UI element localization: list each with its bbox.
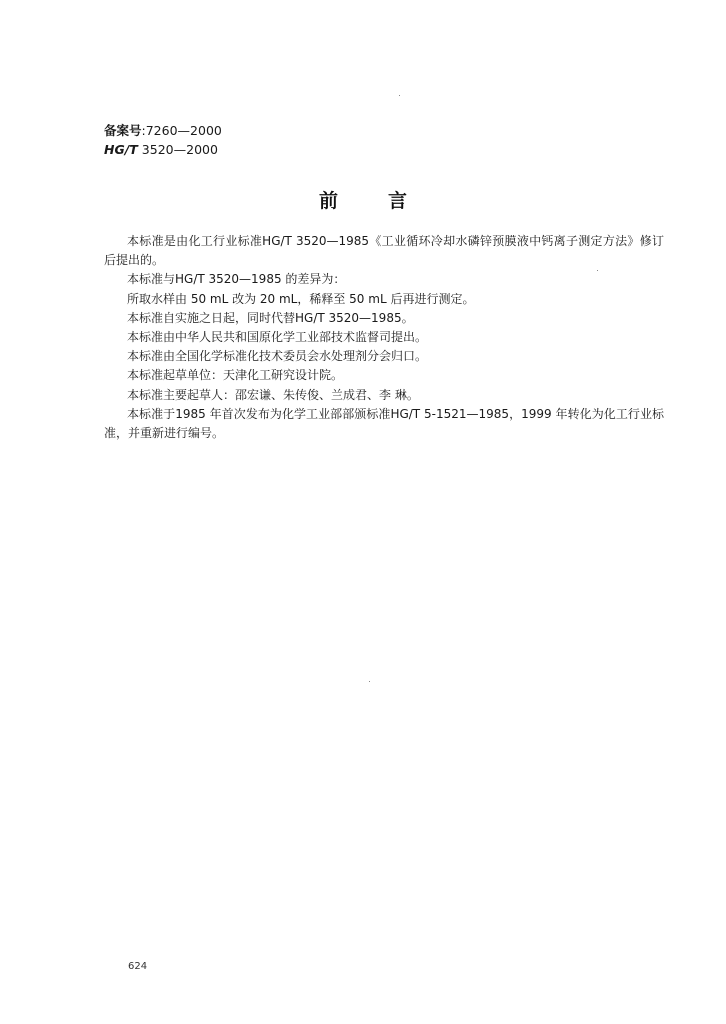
- paragraph-drafters: 本标准主要起草人：邵宏谦、朱传俊、兰成君、李 琳。: [127, 387, 419, 402]
- document-header: [104, 121, 222, 159]
- filing-number-line: [104, 121, 222, 140]
- page-number: 624: [128, 961, 148, 972]
- paragraph-difference-detail: 所取水样由 50 mL 改为 20 mL，稀释至 50 mL 后再进行测定。: [127, 291, 475, 306]
- standard-prefix: HG/T: [104, 142, 138, 157]
- paragraph-administrator: 本标准由全国化学标准化技术委员会水处理剂分会归口。: [127, 349, 428, 364]
- paragraph-drafting-unit: 本标准起草单位：天津化工研究设计院。: [127, 368, 344, 383]
- foreword-body: [104, 232, 664, 443]
- paragraph-revision-basis: 本标准是由化工行业标准HG/T 3520—1985《工业循环冷却水磷锌预膜液中钙离子测定方法》修订后提出的。: [104, 234, 664, 268]
- standard-number-line: [104, 140, 222, 159]
- scan-speck: [399, 95, 400, 96]
- paragraph-history: 本标准于1985 年首次发布为化学工业部部颁标准HG/T 5-1521—1985，1999 年转化为化工行业标准，并重新进行编号。: [104, 406, 664, 441]
- scan-speck: [597, 270, 598, 271]
- filing-label: 备案号: [104, 123, 142, 138]
- filing-number: :7260—2000: [141, 123, 222, 138]
- paragraph-replacement: 本标准自实施之日起，同时代替HG/T 3520—1985。: [127, 310, 414, 325]
- paragraph-differences-intro: 本标准与HG/T 3520—1985 的差异为：: [127, 272, 346, 287]
- scan-speck: [369, 681, 370, 682]
- page-title: 前言: [318, 190, 457, 212]
- standard-number: 3520—2000: [137, 142, 218, 157]
- paragraph-proposer: 本标准由中华人民共和国原化学工业部技术监督司提出。: [127, 330, 428, 345]
